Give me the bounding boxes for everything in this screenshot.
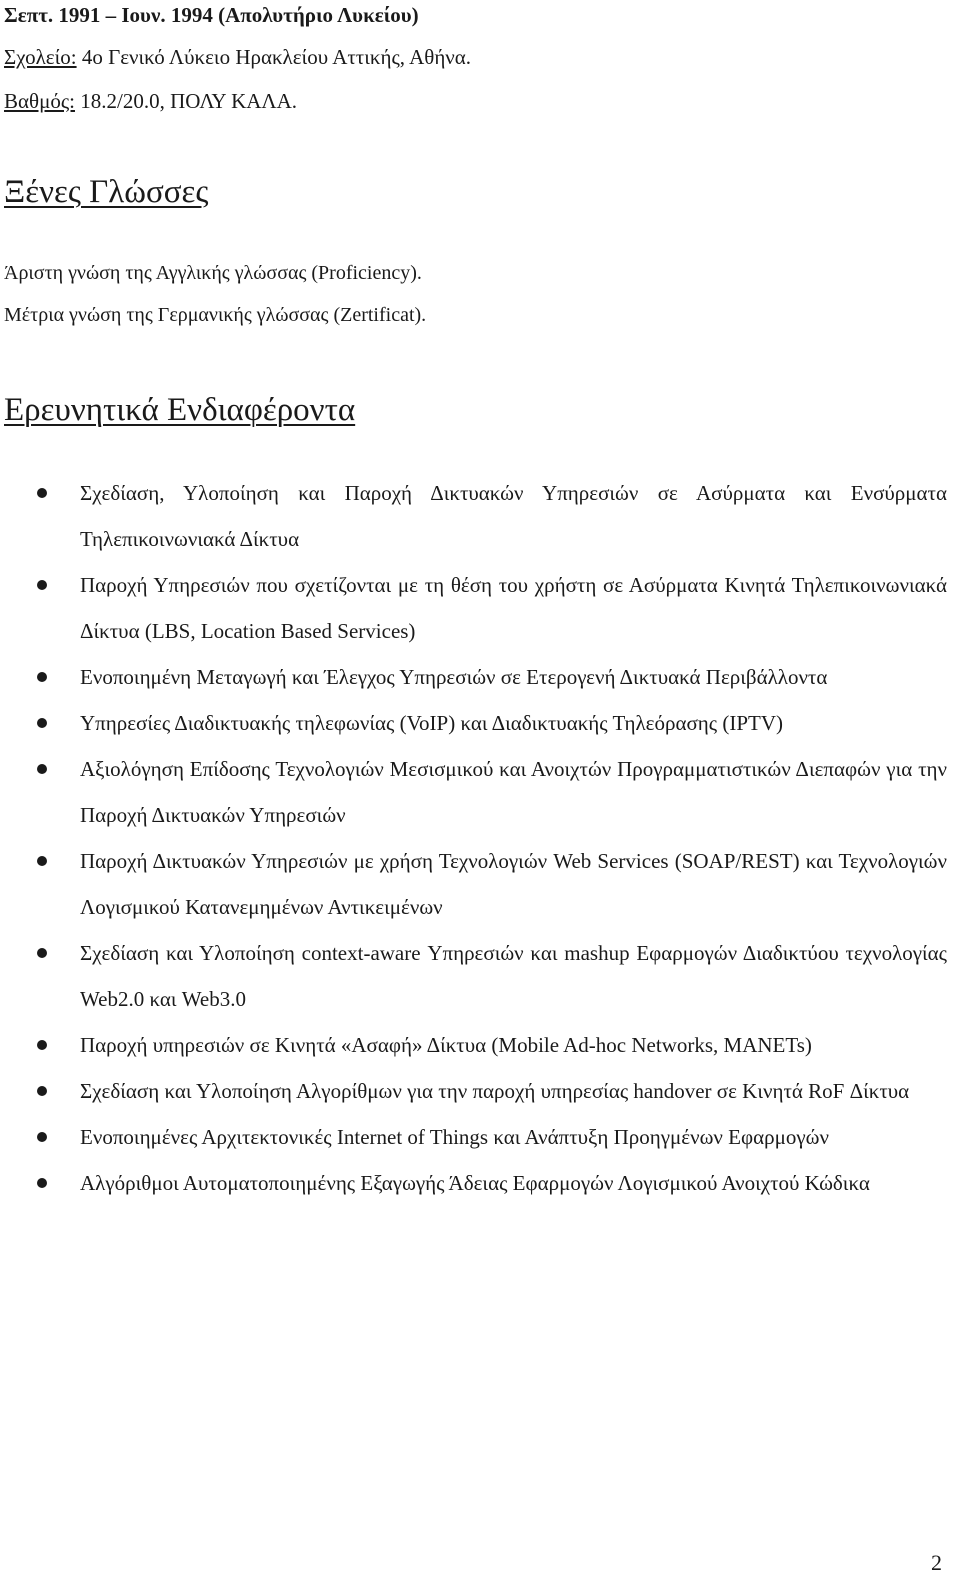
list-item-text: Αλγόριθμοι Αυτοματοποιημένης Εξαγωγής Άδειας Εφαρμογών Λογισμικού Ανοιχτού Κώδικα xyxy=(80,1171,870,1195)
grade-label: Βαθμός: xyxy=(4,89,75,113)
research-interests-list xyxy=(0,470,960,1206)
school-value: 4ο Γενικό Λύκειο Ηρακλείου Αττικής, Αθήνα. xyxy=(76,45,472,69)
bullet-icon xyxy=(37,856,47,866)
list-item xyxy=(0,654,947,700)
bullet-icon xyxy=(37,488,47,498)
school-label: Σχολείο: xyxy=(4,45,77,69)
bullet-icon xyxy=(37,1178,47,1188)
education-period: Σεπτ. 1991 – Ιουν. 1994 (Απολυτήριο Λυκείου) xyxy=(4,3,419,27)
bullet-icon xyxy=(37,948,47,958)
list-item xyxy=(0,700,947,746)
bullet-icon xyxy=(37,1132,47,1142)
bullet-icon xyxy=(37,1040,47,1050)
list-item-text: Παροχή Δικτυακών Υπηρεσιών με χρήση Τεχνολογιών Web Services (SOAP/REST) και Τεχνολογιών Λογισμικού Κατανεμημένων Αντικειμένων xyxy=(80,849,947,919)
list-item xyxy=(0,1068,947,1114)
list-item xyxy=(0,1022,947,1068)
list-item xyxy=(0,930,947,1022)
list-item xyxy=(0,838,947,930)
bullet-icon xyxy=(37,1086,47,1096)
list-item xyxy=(0,562,947,654)
education-school xyxy=(4,44,471,70)
languages-heading: Ξένες Γλώσσες xyxy=(4,174,209,210)
bullet-icon xyxy=(37,672,47,682)
education-grade xyxy=(4,88,297,114)
bullet-icon xyxy=(37,718,47,728)
list-item xyxy=(0,1160,947,1206)
research-interests-heading: Ερευνητικά Ενδιαφέροντα xyxy=(4,392,356,428)
list-item xyxy=(0,1114,947,1160)
list-item-text: Σχεδίαση και Υλοποίηση context-aware Υπηρεσιών και mashup Εφαρμογών Διαδικτύου τεχνολογίας Web2.0 και Web3.0 xyxy=(80,941,947,1011)
list-item xyxy=(0,470,947,562)
language-german: Μέτρια γνώση της Γερμανικής γλώσσας (Zertificat). xyxy=(4,304,427,326)
grade-value: 18.2/20.0, ΠΟΛΥ ΚΑΛΑ. xyxy=(74,89,298,113)
list-item-text: Σχεδίαση, Υλοποίηση και Παροχή Δικτυακών Υπηρεσιών σε Ασύρματα και Ενσύρματα Τηλεπικοινωνιακά Δίκτυα xyxy=(80,481,947,551)
list-item xyxy=(0,746,947,838)
bullet-icon xyxy=(37,580,47,590)
list-item-text: Παροχή Υπηρεσιών που σχετίζονται με τη θέση του χρήστη σε Ασύρματα Κινητά Τηλεπικοινωνιακά Δίκτυα (LBS, Location Based Services) xyxy=(80,573,947,643)
list-item-text: Αξιολόγηση Επίδοσης Τεχνολογιών Μεσισμικού και Ανοιχτών Προγραμματιστικών Διεπαφών για την Παροχή Δικτυακών Υπηρεσιών xyxy=(80,757,947,827)
list-item-text: Υπηρεσίες Διαδικτυακής τηλεφωνίας (VoIP) και Διαδικτυακής Τηλεόρασης (IPTV) xyxy=(80,711,783,735)
list-item-text: Ενοποιημένη Μεταγωγή και Έλεγχος Υπηρεσιών σε Ετερογενή Δικτυακά Περιβάλλοντα xyxy=(80,665,828,689)
list-item-text: Παροχή υπηρεσιών σε Κινητά «Ασαφή» Δίκτυα (Mobile Ad-hoc Networks, MANETs) xyxy=(80,1033,812,1057)
language-english: Άριστη γνώση της Αγγλικής γλώσσας (Proficiency). xyxy=(4,262,422,284)
list-item-text: Σχεδίαση και Υλοποίηση Αλγορίθμων για την παροχή υπηρεσίας handover σε Κινητά RoF Δίκτυα xyxy=(80,1079,910,1103)
list-item-text: Ενοποιημένες Αρχιτεκτονικές Internet of Things και Ανάπτυξη Προηγμένων Εφαρμογών xyxy=(80,1125,829,1149)
page-number: 2 xyxy=(931,1550,942,1575)
bullet-icon xyxy=(37,764,47,774)
